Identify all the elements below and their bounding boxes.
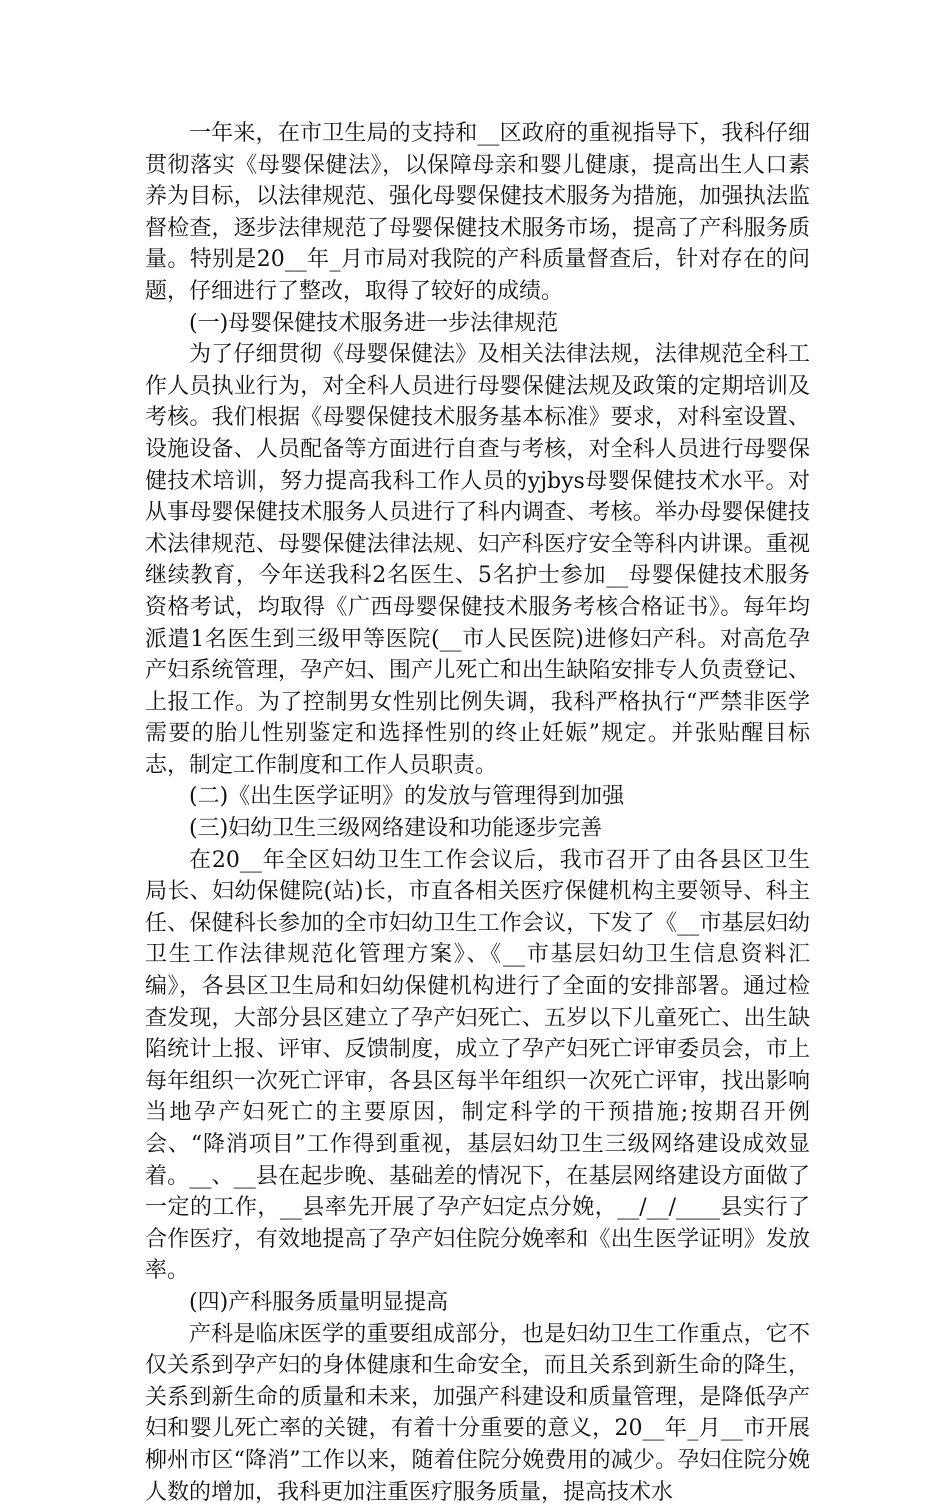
paragraph-section-4: 产科是临床医学的重要组成部分，也是妇幼卫生工作重点，它不仅关系到孕产妇的身体健康和生命安全，而且关系到新生命的降生，关系到新生命的质量和未来，加强产科建设和质量管理，是降低孕产妇和婴儿死亡率的关键，有着十分重要的意义，20__年_月__市开展柳州市区“降消”工作以来，随着住院分娩费用的减少。孕妇住院分娩人数的增加，我科更加注重医疗服务质量，提高技术水 (145, 1321, 810, 1505)
document-page (145, 118, 810, 1508)
paragraph-section-1: 为了仔细贯彻《母婴保健法》及相关法律法规，法律规范全科工作人员执业行为，对全科人员进行母婴保健法规及政策的定期培训及考核。我们根据《母婴保健技术服务基本标准》要求，对科室设置、设施设备、人员配备等方面进行自查与考核，对全科人员进行母婴保健技术培训，努力提高我科工作人员的yjbys母婴保健技术水平。对从事母婴保健技术服务人员进行了科内调查、考核。举办母婴保健技术法律规范、母婴保健法律法规、妇产科医疗安全等科内讲课。重视继续教育，今年送我科2名医生、5名护士参加__母婴保健技术服务资格考试，均取得《广西母婴保健技术服务考核合格证书》。每年均派遣1名医生到三级甲等医院(__市人民医院)进修妇产科。对高危孕产妇系统管理，孕产妇、围产儿死亡和出生缺陷安排专人负责登记、上报工作。为了控制男女性别比例失调，我科严格执行“严禁非医学需要的胎儿性别鉴定和选择性别的终止妊娠”规定。并张贴醒目标志，制定工作制度和工作人员职责。 (145, 342, 810, 778)
section-heading-1: (一)母婴保健技术服务进一步法律规范 (189, 310, 559, 336)
paragraph-section-3: 在20__年全区妇幼卫生工作会议后，我市召开了由各县区卫生局长、妇幼保健院(站)长，市直各相关医疗保健机构主要领导、科主任、保健科长参加的全市妇幼卫生工作会议，下发了《__市基层妇幼卫生工作法律规范化管理方案》、《__市基层妇幼卫生信息资料汇编》，各县区卫生局和妇幼保健机构进行了全面的安排部署。通过检查发现，大部分县区建立了孕产妇死亡、五岁以下儿童死亡、出生缺陷统计上报、评审、反馈制度，成立了孕产妇死亡评审委员会，市上每年组织一次死亡评审，各县区每半年组织一次死亡评审，找出影响当地孕产妇死亡的主要原因，制定科学的干预措施;按期召开例会、“降消项目”工作得到重视，基层妇幼卫生三级网络建设成效显着。__、__县在起步晚、基础差的情况下，在基层网络建设方面做了一定的工作，__县率先开展了孕产妇定点分娩，__/__/____县实行了合作医疗，有效地提高了孕产妇住院分娩率和《出生医学证明》发放率。 (145, 847, 810, 1284)
section-heading-2: (二)《出生医学证明》的发放与管理得到加强 (189, 784, 625, 810)
paragraph-intro: 一年来，在市卫生局的支持和__区政府的重视指导下，我科仔细贯彻落实《母婴保健法》，以保障母亲和婴儿健康，提高出生人口素养为目标，以法律规范、强化母婴保健技术服务为措施，加强执法监督检查，逐步法律规范了母婴保健技术服务市场，提高了产科服务质量。特别是20__年_月市局对我院的产科质量督查后，针对存在的问题，仔细进行了整改，取得了较好的成绩。 (145, 121, 810, 304)
section-heading-4: (四)产科服务质量明显提高 (189, 1289, 449, 1315)
section-heading-3: (三)妇幼卫生三级网络建设和功能逐步完善 (189, 816, 603, 842)
